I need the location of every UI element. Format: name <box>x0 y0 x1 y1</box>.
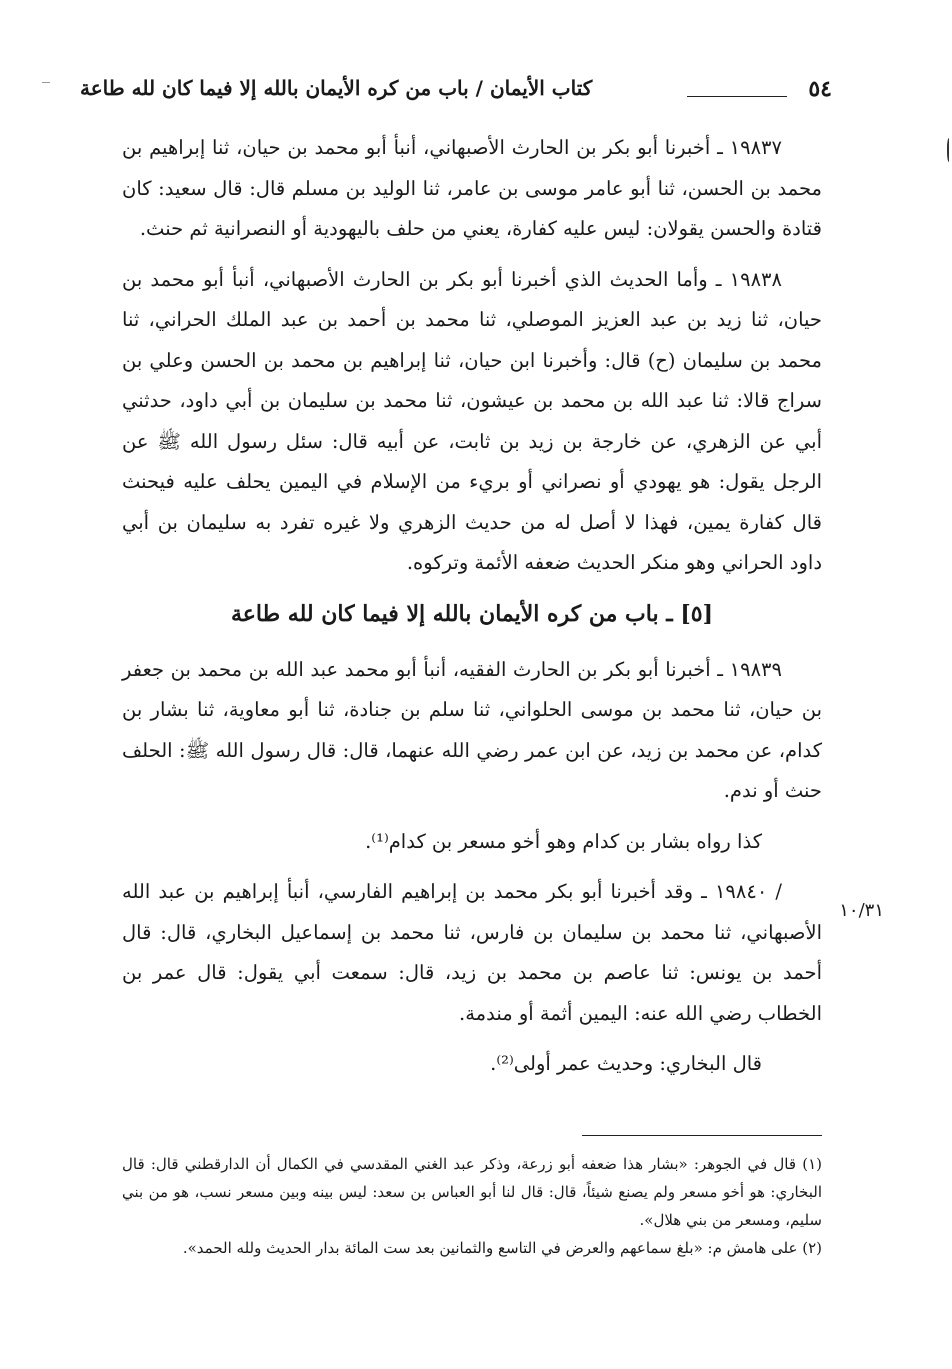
section-heading: [٥] ـ باب من كره الأيمان بالله إلا فيما كان لله طاعة <box>230 600 713 627</box>
hadith-19837: ١٩٨٣٧ ـ أخبرنا أبو بكر بن الحارث الأصبهاني، أنبأ أبو محمد بن حيان، ثنا إبراهيم بن محمد بن الحسن، ثنا أبو عامر موسى بن عامر، ثنا الوليد بن مسلم قال: قال سعيد: كان قتادة والحسن يقولان: ليس عليه كفارة، يعني من حلف باليهودية أو النصرانية ثم حنث. <box>122 136 822 240</box>
header-rule <box>687 96 787 97</box>
narration-note-2: قال البخاري: وحديث عمر أولى⁽²⁾. <box>490 1052 762 1075</box>
hadith-19838: ١٩٨٣٨ ـ وأما الحديث الذي أخبرنا أبو بكر بن الحارث الأصبهاني، أنبأ أبو محمد بن حيان، ثنا زيد بن عبد العزيز الموصلي، ثنا محمد بن أحمد بن عبد الملك الحراني، ثنا محمد بن سليمان (ح) قال: وأخبرنا ابن حيان، ثنا إبراهيم بن محمد بن الحسن وعلي بن سراج قالا: ثنا عبد الله بن محمد بن عيشون، ثنا محمد بن سليمان بن أبي داود، حدثني أبي عن الزهري، عن خارجة بن زيد بن ثابت، عن أبيه قال: سئل رسول الله ﷺ عن الرجل يقول: هو يهودي أو نصراني أو بريء من الإسلام في اليمين يحلف عليه فيحنث قال كفارة يمين، فهذا لا أصل له من حديث الزهري ولا غيره تفرد به سليمان بن أبي داود الحراني وهو منكر الحديث ضعفه الأئمة وتركوه. <box>122 267 822 574</box>
footnote-1: (١) قال في الجوهر: «بشار هذا ضعفه أبو زرعة، وذكر عبد الغني المقدسي في الكمال أن الدارقطني قال: قال البخاري: هو أخو مسعر ولم يصنع شيئاً، قال: قال لنا أبو العباس بن سعد: ليس بينه وبين مسعر نسب، هو من بني سليم، ومسعر من بني هلال». <box>122 1155 822 1229</box>
footnote-rule <box>582 1135 822 1136</box>
margin-reference: ١٠/٣١ <box>839 900 884 921</box>
running-title: كتاب الأيمان / باب من كره الأيمان بالله إلا فيما كان لله طاعة <box>80 76 593 100</box>
scan-edge-mark <box>947 138 952 162</box>
main-text <box>122 128 822 1095</box>
scan-mark <box>42 82 50 83</box>
page-number: ٥٤ <box>808 76 832 102</box>
footnotes <box>122 1150 822 1262</box>
page-header <box>80 76 832 112</box>
footnote-2: (٢) على هامش م: «بلغ سماعهم والعرض في التاسع والثمانين بعد ست المائة بدار الحديث ولله الحمد». <box>182 1239 822 1257</box>
narration-note-1: كذا رواه بشار بن كدام وهو أخو مسعر بن كدام⁽¹⁾. <box>365 829 762 853</box>
hadith-19839: ١٩٨٣٩ ـ أخبرنا أبو بكر بن الحارث الفقيه، أنبأ أبو محمد عبد الله بن محمد بن جعفر بن حيان، ثنا محمد بن موسى الحلواني، ثنا سلم بن جنادة، ثنا أبو معاوية، ثنا بشار بن كدام، عن محمد بن زيد، عن ابن عمر رضي الله عنهما، قال: قال رسول الله ﷺ: الحلف حنث أو ندم. <box>122 657 822 802</box>
hadith-19840: / ١٩٨٤٠ ـ وقد أخبرنا أبو بكر محمد بن إبراهيم الفارسي، أنبأ إبراهيم بن عبد الله الأصبهاني، ثنا محمد بن سليمان بن فارس، ثنا محمد بن إسماعيل البخاري، قال: قال أحمد بن يونس: ثنا عاصم بن محمد بن زيد، قال: سمعت أبي يقول: قال عمر بن الخطاب رضي الله عنه: اليمين أثمة أو مندمة. <box>122 880 822 1025</box>
